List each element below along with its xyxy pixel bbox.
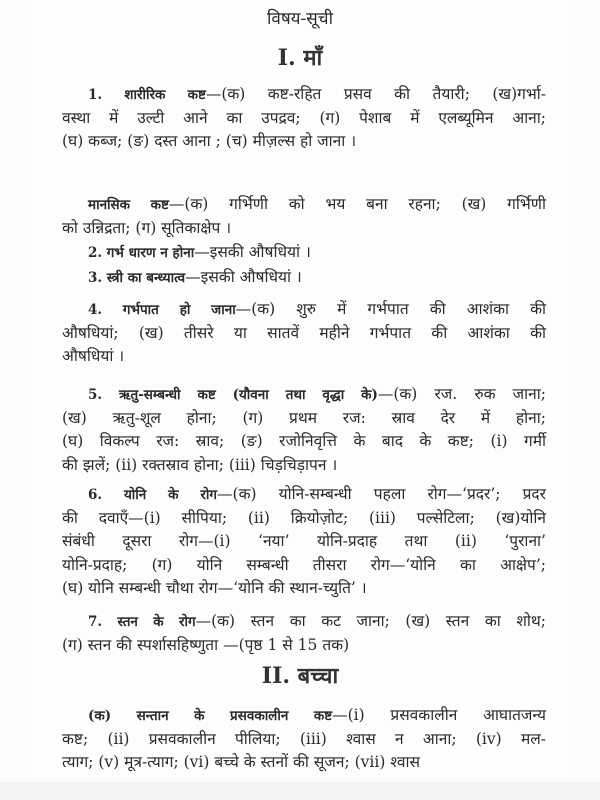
toc-line-text: —(क) कष्ट-रहित प्रसव की तैयारी; (ख)गर्भा- [205, 85, 546, 103]
toc-line-text: —इसकी औषधियां । [185, 268, 302, 286]
toc-line-text: —इसकी औषधियां । [194, 243, 311, 261]
page-bottom-edge [0, 782, 600, 800]
section-heading-child: II. बच्चा [261, 663, 339, 689]
toc-entry [62, 383, 546, 477]
toc-line-text: (घ) योनि सम्बन्धी चौथा रोग—‘योनि की स्थान-च्युति’ । [62, 579, 367, 597]
toc-entry [62, 483, 546, 601]
toc-line-text: वस्था में उल्टी आने का उपद्रव; (ग) पेशाब में एलब्यूमिन आना; [62, 108, 546, 127]
toc-entry-title: 7. स्तन के रोग [88, 614, 196, 630]
toc-entry-title: (क) सन्तान के प्रसवकालीन कष्ट [88, 708, 333, 724]
toc-entry [62, 193, 546, 240]
toc-line-text: (ख) ऋतु-शूल होना; (ग) प्रथम रज: स्राव देर में होना; [62, 408, 546, 427]
toc-entry-title: 2. गर्भ धारण न होना [88, 245, 195, 261]
toc-line [62, 83, 546, 107]
toc-line-text: औषधियां । [62, 347, 125, 365]
toc-entry-title: मानसिक कष्ट [88, 197, 169, 213]
toc-line [62, 483, 546, 507]
toc-line-text: —(क) गर्भिणी को भय बना रहना; (ख) गर्भिणी [168, 195, 546, 213]
toc-line [62, 454, 546, 478]
toc-line-text: —(क) स्तन का कट जाना; (ख) स्तन का शोथ; [195, 612, 546, 630]
toc-entry [62, 610, 546, 657]
toc-line [62, 530, 546, 554]
toc-entry-title: 1. शारीरिक कष्ट [88, 87, 206, 103]
toc-line [62, 430, 546, 454]
toc-entry-title: 6. योनि के रोग [88, 487, 218, 503]
section-heading-mother: I. माँ [277, 45, 323, 71]
toc-line [62, 345, 546, 369]
toc-line [62, 728, 546, 752]
toc-line-text: योनि-प्रदाह; (ग) योनि सम्बन्धी तीसरा रोग—‘योनि का आक्षेप’; [62, 555, 546, 574]
toc-entry [62, 704, 546, 775]
page-title: विषय-सूची [267, 9, 333, 29]
toc-entry [62, 83, 546, 154]
toc-entry-title: 4. गर्भपात हो जाना [88, 302, 236, 318]
toc-line [62, 241, 546, 265]
toc-line [62, 298, 546, 322]
toc-line [62, 507, 546, 531]
toc-line [62, 217, 546, 241]
toc-line-text: औषधियां; (ख) तीसरे या सातवें महीने गर्भपात की आशंका की [62, 323, 546, 342]
toc-line-text: —(i) प्रसवकालीन आघातजन्य [332, 706, 546, 724]
toc-line-text: (घ) विकल्प रज: स्राव; (ङ) रजोनिवृत्ति के बाद के कष्ट; (i) गर्मी [62, 432, 546, 450]
toc-line [62, 322, 546, 346]
toc-line [62, 107, 546, 131]
toc-line-text: की झलें; (ii) रक्तस्राव होना; (iii) चिड़चिड़ापन । [62, 455, 338, 474]
toc-entry-title: 5. ऋतु-सम्बन्धी कष्ट (यौवना तथा वृद्धा के) [88, 387, 378, 403]
toc-line [62, 383, 546, 407]
toc-line-text: की दवाएँ—(i) सीपिया; (ii) क्रियोज़ोट; (iii) पल्सेटिला; (ख)योनि [62, 508, 546, 527]
toc-line-text: को उन्निद्रता; (ग) सूतिकाक्षेप । [62, 218, 232, 237]
toc-line [62, 610, 546, 634]
toc-line-text: कष्ट; (ii) प्रसवकालीन पीलिया; (iii) श्वास न आना; (iv) मल- [62, 729, 546, 748]
toc-line [62, 554, 546, 578]
toc-line [62, 577, 546, 601]
toc-line-text: —(क) योनि-सम्बन्धी पहला रोग—‘प्रदर’; प्रदर [217, 485, 546, 503]
toc-line [62, 130, 546, 154]
toc-line [62, 704, 546, 728]
toc-line [62, 266, 546, 290]
toc-entry [62, 266, 546, 290]
toc-line-text: (घ) कब्ज; (ङ) दस्त आना ; (च) मीज़ल्स हो जाना । [62, 132, 357, 150]
toc-entry [62, 241, 546, 265]
toc-line [62, 751, 546, 775]
toc-line-text: त्याग; (v) मूत्र-त्याग; (vi) बच्चे के स्तनों की सूजन; (vii) श्वास [62, 753, 420, 771]
toc-line-text: —(क) रज. रुक जाना; [377, 385, 546, 403]
toc-line-text: (ग) स्तन की स्पर्शासहिष्णुता —(पृष्ठ 1 से 15 तक) [62, 635, 350, 654]
toc-line-text: संबंधी दूसरा रोग—(i) ‘नया’ योनि-प्रदाह तथा (ii) ‘पुराना’ [62, 532, 546, 550]
toc-line [62, 193, 546, 217]
toc-entry-title: 3. स्त्री का बन्ध्यात्व [88, 270, 186, 286]
toc-entry [62, 298, 546, 369]
toc-line [62, 407, 546, 431]
toc-line [62, 634, 546, 658]
toc-line-text: —(क) शुरु में गर्भपात की आशंका की [235, 300, 546, 318]
